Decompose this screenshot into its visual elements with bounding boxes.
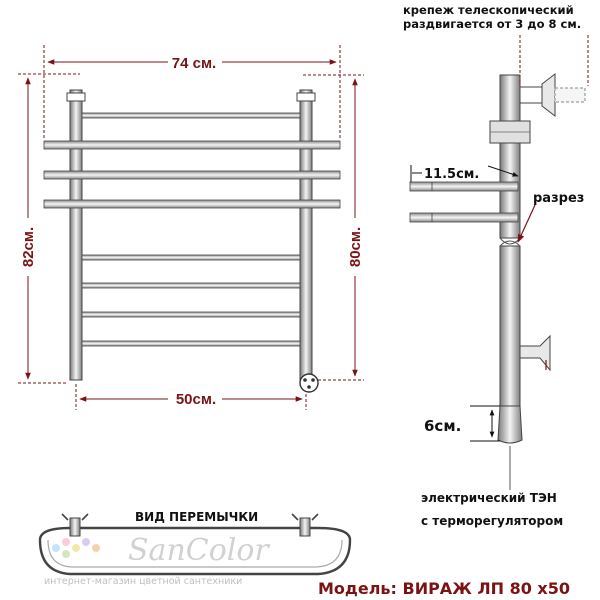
side-view xyxy=(403,3,588,528)
label-section: разрез xyxy=(533,191,585,206)
right-post xyxy=(300,90,312,380)
label-heater-note-1: электрический ТЭН xyxy=(421,491,557,505)
label-heater-length: 6см. xyxy=(424,417,462,435)
label-width-bottom: 50см. xyxy=(175,391,217,408)
left-post xyxy=(70,90,82,380)
watermark-tagline: интернет-магазин цветной сантехники xyxy=(44,576,243,587)
front-view xyxy=(18,45,364,410)
wall-flange-top xyxy=(542,74,555,116)
section-pointer xyxy=(518,205,535,242)
model-label: Модель: ВИРАЖ ЛП 80 х50 xyxy=(318,579,571,598)
label-height-right: 80см. xyxy=(347,226,364,268)
side-shelf-1 xyxy=(410,182,518,191)
side-post-lower xyxy=(500,246,520,406)
watermark xyxy=(44,533,270,587)
right-cap xyxy=(297,93,315,101)
bridge-fitting-right xyxy=(292,514,318,536)
label-heater-note-2: с терморегулятором xyxy=(421,514,564,528)
heater-connector xyxy=(300,374,318,392)
shelf-bars xyxy=(44,141,340,208)
watermark-brand: SanColor xyxy=(128,533,269,568)
section-break xyxy=(500,238,520,246)
label-width-top: 74 см. xyxy=(171,55,217,72)
telescopic-rod xyxy=(555,88,585,102)
label-mount-note-2: раздвигается от 3 до 8 см. xyxy=(403,17,582,31)
label-height-left: 82см. xyxy=(20,226,37,268)
left-cap xyxy=(67,93,85,101)
bridge-fitting-left xyxy=(62,514,88,536)
dim-heater-length xyxy=(470,406,500,441)
telescopic-mount xyxy=(520,87,542,103)
label-mount-note-1: крепеж телескопический xyxy=(403,3,574,17)
heater-element xyxy=(498,406,522,443)
label-bridge-title: ВИД ПЕРЕМЫЧКИ xyxy=(135,510,259,524)
label-shelf-depth: 11.5см. xyxy=(424,167,480,182)
side-shelf-2 xyxy=(410,213,518,222)
